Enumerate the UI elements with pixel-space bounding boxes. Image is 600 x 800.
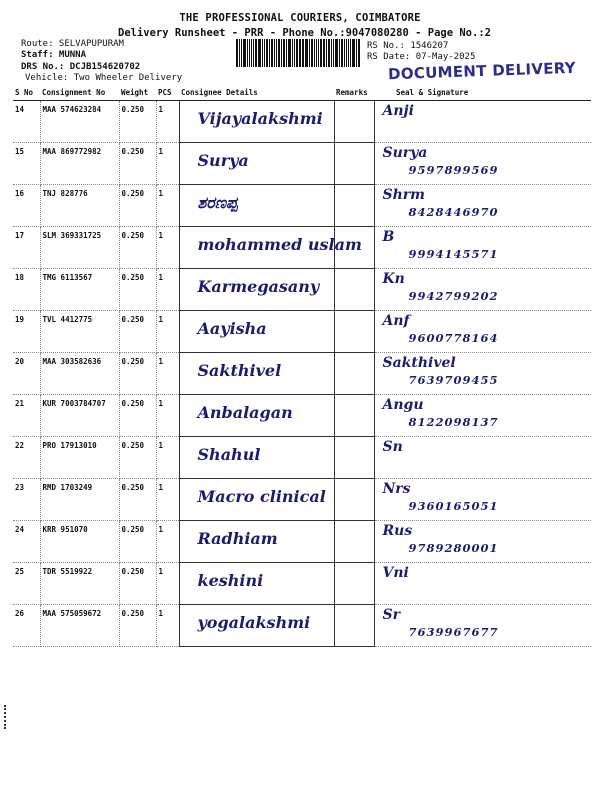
cell-weight: 0.250 bbox=[119, 101, 156, 143]
table-row bbox=[13, 185, 591, 227]
cell-consignment: MAA 869772982 bbox=[40, 143, 119, 185]
handwritten-consignee-name: Vijayalakshmi bbox=[197, 109, 323, 128]
cell-signature bbox=[374, 395, 591, 437]
cell-consignee bbox=[179, 479, 334, 521]
cell-consignment: TMG 6113567 bbox=[40, 269, 119, 311]
cell-pcs: 1 bbox=[156, 563, 179, 605]
barcode-bar bbox=[328, 39, 330, 67]
handwritten-signature: Anji bbox=[382, 103, 414, 119]
barcode-bar bbox=[278, 39, 280, 67]
handwritten-consignee-name: keshini bbox=[197, 571, 264, 590]
handwritten-consignee-name: Macro clinical bbox=[197, 487, 326, 506]
barcode-bar bbox=[258, 39, 261, 67]
barcode-bar bbox=[294, 39, 295, 67]
cell-sno: 24 bbox=[13, 521, 40, 563]
cell-remarks bbox=[334, 521, 374, 563]
barcode-bar bbox=[318, 39, 319, 67]
handwritten-phone: 9600778164 bbox=[408, 331, 499, 345]
barcode-bar bbox=[239, 39, 240, 67]
barcode-bar bbox=[331, 39, 332, 67]
table-row bbox=[13, 269, 591, 311]
cell-remarks bbox=[334, 395, 374, 437]
table-row bbox=[13, 605, 591, 647]
cell-consignee bbox=[179, 185, 334, 227]
cell-pcs: 1 bbox=[156, 353, 179, 395]
cell-remarks bbox=[334, 227, 374, 269]
cell-consignee bbox=[179, 227, 362, 269]
cell-pcs: 1 bbox=[156, 101, 179, 143]
handwritten-signature: Surya bbox=[382, 145, 428, 161]
barcode-bar bbox=[283, 39, 285, 67]
barcode-bar bbox=[344, 39, 345, 67]
table-row bbox=[13, 101, 591, 143]
table-row bbox=[13, 563, 591, 605]
cell-signature bbox=[374, 479, 591, 521]
barcode-bar bbox=[255, 39, 257, 67]
cell-remarks bbox=[334, 185, 374, 227]
cell-consignee bbox=[179, 521, 334, 563]
cell-consignment: MAA 303582636 bbox=[40, 353, 119, 395]
staff-label: Staff: MUNNA bbox=[21, 50, 87, 60]
cell-consignment: TNJ 828776 bbox=[40, 185, 119, 227]
cell-consignment: KRR 951070 bbox=[40, 521, 119, 563]
handwritten-signature: Kn bbox=[382, 271, 405, 287]
handwritten-signature: Nrs bbox=[382, 481, 411, 497]
page-edge-mark bbox=[4, 705, 9, 729]
cell-sno: 20 bbox=[13, 353, 40, 395]
cell-sno: 25 bbox=[13, 563, 40, 605]
barcode-bar bbox=[352, 39, 355, 67]
cell-consignee bbox=[179, 605, 334, 647]
barcode-bar bbox=[302, 39, 304, 67]
barcode-bar bbox=[251, 39, 252, 67]
cell-pcs: 1 bbox=[156, 143, 179, 185]
cell-pcs: 1 bbox=[156, 311, 179, 353]
cell-remarks bbox=[334, 101, 374, 143]
barcode-bar bbox=[320, 39, 322, 67]
barcode-bar bbox=[305, 39, 308, 67]
table-row bbox=[13, 395, 591, 437]
cell-pcs: 1 bbox=[156, 395, 179, 437]
barcode-bar bbox=[326, 39, 327, 67]
route-label: Route: SELVAPUPURAM bbox=[21, 39, 124, 49]
rs-number: RS No.: 1546207 bbox=[367, 41, 449, 51]
cell-pcs: 1 bbox=[156, 521, 179, 563]
cell-signature bbox=[374, 563, 591, 605]
cell-consignment: RMD 1703249 bbox=[40, 479, 119, 521]
cell-signature bbox=[374, 605, 591, 647]
barcode-bar bbox=[276, 39, 277, 67]
cell-weight: 0.250 bbox=[119, 605, 156, 647]
barcode-bar bbox=[348, 39, 350, 67]
cell-consignee bbox=[179, 437, 334, 479]
cell-pcs: 1 bbox=[156, 185, 179, 227]
handwritten-phone: 8122098137 bbox=[408, 415, 499, 429]
barcode-bar bbox=[249, 39, 251, 67]
barcode-bar bbox=[346, 39, 347, 67]
cell-sno: 19 bbox=[13, 311, 40, 353]
cell-weight: 0.250 bbox=[119, 353, 156, 395]
barcode-bar bbox=[286, 39, 287, 67]
cell-remarks bbox=[334, 605, 374, 647]
cell-remarks bbox=[334, 437, 374, 479]
cell-consignment: SLM 369331725 bbox=[40, 227, 119, 269]
cell-remarks bbox=[334, 269, 374, 311]
cell-consignee bbox=[179, 395, 334, 437]
handwritten-phone: 9789280001 bbox=[408, 541, 499, 555]
col-weight: Weight bbox=[119, 85, 156, 101]
barcode-bar bbox=[309, 39, 310, 67]
handwritten-consignee-name: Aayisha bbox=[197, 319, 267, 338]
cell-consignment: KUR 7003784707 bbox=[40, 395, 119, 437]
barcode-bar bbox=[296, 39, 298, 67]
barcode-bar bbox=[269, 39, 270, 67]
barcode-bar bbox=[323, 39, 326, 67]
cell-sno: 18 bbox=[13, 269, 40, 311]
handwritten-signature: Rus bbox=[382, 523, 413, 539]
cell-remarks bbox=[334, 353, 374, 395]
table-row bbox=[13, 353, 591, 395]
barcode-bar bbox=[314, 39, 315, 67]
cell-signature bbox=[374, 353, 591, 395]
cell-weight: 0.250 bbox=[119, 479, 156, 521]
cell-pcs: 1 bbox=[156, 605, 179, 647]
cell-sno: 22 bbox=[13, 437, 40, 479]
cell-signature bbox=[374, 143, 591, 185]
barcode-bar bbox=[341, 39, 343, 67]
handwritten-phone: 9942799202 bbox=[408, 289, 499, 303]
barcode-bar bbox=[262, 39, 263, 67]
handwritten-consignee-name: Shahul bbox=[197, 445, 261, 464]
barcode-bar bbox=[300, 39, 301, 67]
barcode-bar bbox=[339, 39, 340, 67]
handwritten-signature: Anf bbox=[382, 313, 410, 329]
barcode-bar bbox=[335, 39, 338, 67]
handwritten-signature: Sn bbox=[382, 439, 403, 455]
barcode-bar bbox=[281, 39, 282, 67]
cell-signature bbox=[374, 101, 591, 143]
rs-date: RS Date: 07-May-2025 bbox=[367, 52, 476, 62]
document-delivery-stamp: DOCUMENT DELIVERY bbox=[387, 58, 577, 84]
handwritten-phone: 7639967677 bbox=[408, 625, 499, 639]
barcode-bar bbox=[316, 39, 317, 67]
runsheet-table bbox=[13, 85, 591, 647]
table-row bbox=[13, 143, 591, 185]
cell-signature bbox=[374, 311, 591, 353]
cell-sno: 23 bbox=[13, 479, 40, 521]
table-row bbox=[13, 479, 591, 521]
handwritten-consignee-name: ಶರಣಪ್ಪ bbox=[197, 193, 238, 212]
col-consignment: Consignment No bbox=[40, 85, 119, 101]
handwritten-consignee-name: mohammed uslam bbox=[197, 235, 362, 254]
drs-label: DRS No.: DCJB154620702 bbox=[21, 62, 141, 72]
cell-weight: 0.250 bbox=[119, 521, 156, 563]
barcode-bar bbox=[311, 39, 313, 67]
handwritten-signature: Angu bbox=[382, 397, 424, 413]
cell-remarks bbox=[334, 479, 374, 521]
vehicle-label: Vehicle: Two Wheeler Delivery bbox=[25, 73, 183, 83]
cell-weight: 0.250 bbox=[119, 143, 156, 185]
handwritten-consignee-name: Radhiam bbox=[197, 529, 278, 548]
cell-pcs: 1 bbox=[156, 479, 179, 521]
handwritten-phone: 9360165051 bbox=[408, 499, 499, 513]
cell-sno: 26 bbox=[13, 605, 40, 647]
barcode-bar bbox=[264, 39, 265, 67]
cell-consignment: TVL 4412775 bbox=[40, 311, 119, 353]
cell-pcs: 1 bbox=[156, 227, 179, 269]
cell-signature bbox=[374, 269, 591, 311]
barcode-bar bbox=[299, 39, 300, 67]
barcode-bar bbox=[266, 39, 268, 67]
table-row bbox=[13, 227, 591, 269]
cell-sno: 14 bbox=[13, 101, 40, 143]
cell-remarks bbox=[334, 563, 374, 605]
col-sno: S No bbox=[13, 85, 40, 101]
barcode-bar bbox=[274, 39, 275, 67]
col-consignee: Consignee Details bbox=[179, 85, 334, 101]
handwritten-consignee-name: yogalakshmi bbox=[197, 613, 311, 632]
cell-weight: 0.250 bbox=[119, 563, 156, 605]
barcode-bar bbox=[333, 39, 334, 67]
barcode-bar bbox=[356, 39, 357, 67]
cell-remarks bbox=[334, 311, 374, 353]
cell-weight: 0.250 bbox=[119, 311, 156, 353]
handwritten-consignee-name: Anbalagan bbox=[197, 403, 293, 422]
barcode-bar bbox=[350, 39, 351, 67]
barcode-bar bbox=[271, 39, 274, 67]
cell-sno: 16 bbox=[13, 185, 40, 227]
handwritten-consignee-name: Surya bbox=[197, 151, 249, 170]
barcode bbox=[236, 39, 361, 67]
barcode-bar bbox=[292, 39, 293, 67]
cell-consignee bbox=[179, 563, 334, 605]
handwritten-phone: 7639709455 bbox=[408, 373, 499, 387]
handwritten-signature: B bbox=[382, 229, 395, 245]
barcode-bar bbox=[358, 39, 360, 67]
barcode-bar bbox=[236, 39, 238, 67]
barcode-bar bbox=[253, 39, 254, 67]
handwritten-phone: 9994145571 bbox=[408, 247, 499, 261]
cell-signature bbox=[374, 185, 591, 227]
handwritten-signature: Sr bbox=[382, 607, 400, 623]
handwritten-consignee-name: Sakthivel bbox=[197, 361, 282, 380]
handwritten-phone: 8428446970 bbox=[408, 205, 499, 219]
table-row bbox=[13, 437, 591, 479]
cell-consignment: TDR 5519922 bbox=[40, 563, 119, 605]
handwritten-signature: Vni bbox=[382, 565, 409, 581]
cell-consignee bbox=[179, 353, 334, 395]
barcode-bar bbox=[247, 39, 248, 67]
cell-weight: 0.250 bbox=[119, 269, 156, 311]
cell-pcs: 1 bbox=[156, 437, 179, 479]
cell-weight: 0.250 bbox=[119, 395, 156, 437]
cell-sno: 21 bbox=[13, 395, 40, 437]
runsheet-subtitle: Delivery Runsheet - PRR - Phone No.:9047080280 - Page No.:2 bbox=[118, 27, 491, 39]
company-title: THE PROFESSIONAL COURIERS, COIMBATORE bbox=[179, 12, 421, 24]
barcode-bar bbox=[288, 39, 291, 67]
cell-weight: 0.250 bbox=[119, 185, 156, 227]
cell-remarks bbox=[334, 143, 374, 185]
cell-consignee bbox=[179, 143, 334, 185]
cell-pcs: 1 bbox=[156, 269, 179, 311]
table-row bbox=[13, 311, 591, 353]
cell-consignee bbox=[179, 311, 334, 353]
cell-weight: 0.250 bbox=[119, 227, 156, 269]
barcode-bar bbox=[241, 39, 242, 67]
table-row bbox=[13, 521, 591, 563]
cell-consignment: PRO 17913010 bbox=[40, 437, 119, 479]
handwritten-phone: 9597899569 bbox=[408, 163, 499, 177]
handwritten-consignee-name: Karmegasany bbox=[197, 277, 320, 296]
col-signature: Seal & Signature bbox=[374, 85, 591, 101]
cell-consignee bbox=[179, 269, 334, 311]
table-header-row bbox=[13, 85, 591, 101]
cell-signature bbox=[374, 227, 591, 269]
handwritten-signature: Sakthivel bbox=[382, 355, 456, 371]
cell-consignment: MAA 575059672 bbox=[40, 605, 119, 647]
handwritten-signature: Shrm bbox=[382, 187, 425, 203]
cell-signature bbox=[374, 437, 591, 479]
cell-sno: 17 bbox=[13, 227, 40, 269]
barcode-bar bbox=[243, 39, 246, 67]
cell-weight: 0.250 bbox=[119, 437, 156, 479]
cell-consignment: MAA 574623284 bbox=[40, 101, 119, 143]
col-remarks: Remarks bbox=[334, 85, 374, 101]
col-pcs: PCS bbox=[156, 85, 179, 101]
cell-sno: 15 bbox=[13, 143, 40, 185]
cell-consignee bbox=[179, 101, 334, 143]
cell-signature bbox=[374, 521, 591, 563]
